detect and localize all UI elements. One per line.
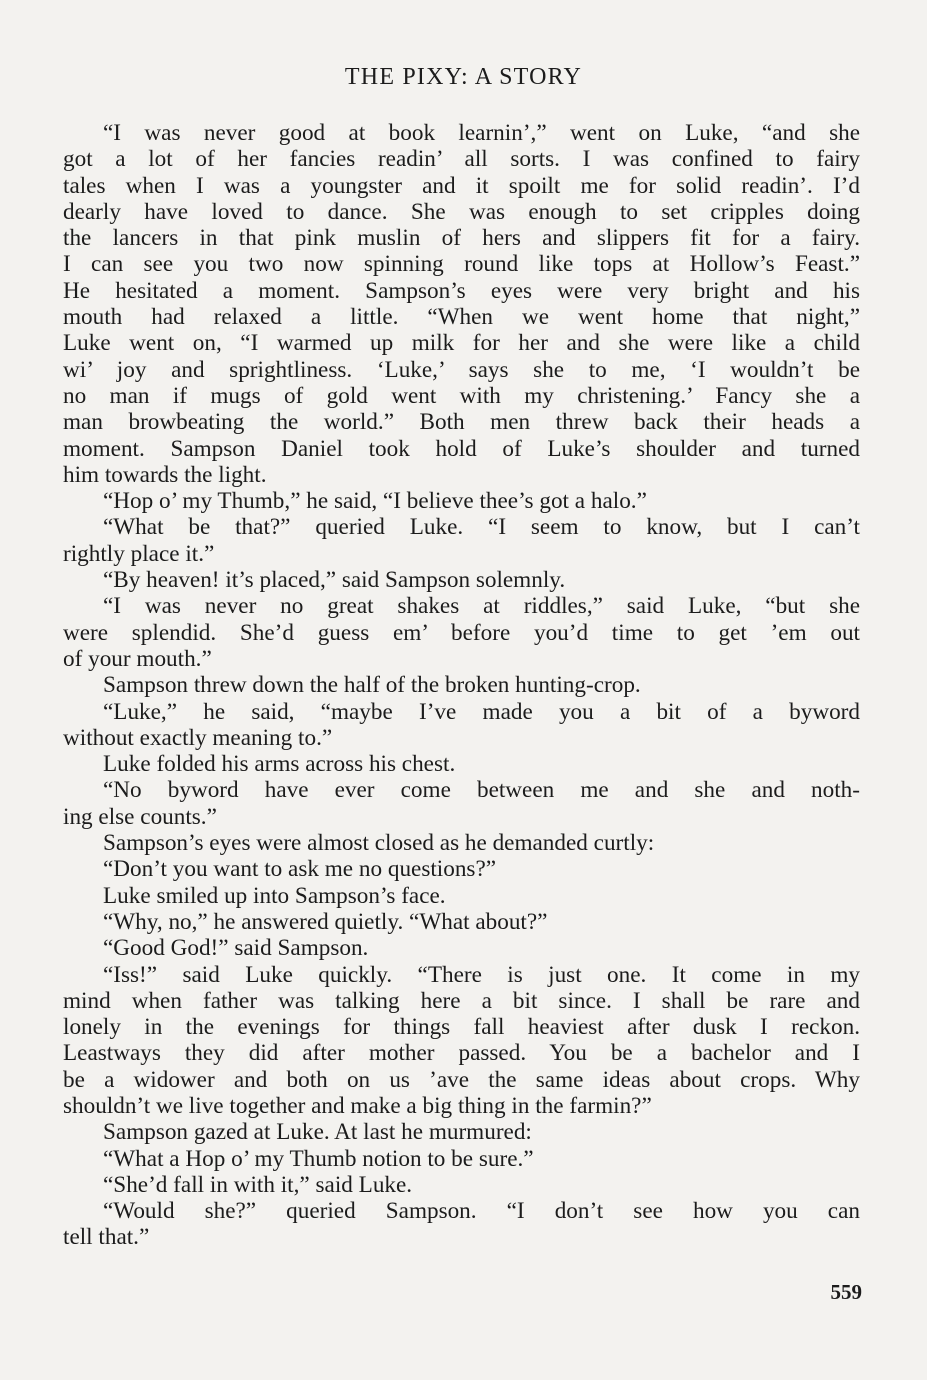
text-line: “Iss!” said Luke quickly. “There is just one. It come in my <box>103 961 860 988</box>
text-line: dearly have loved to dance. She was enough to set cripples doing <box>63 198 860 225</box>
text-line: Leastways they did after mother passed. You be a bachelor and I <box>63 1040 860 1067</box>
text-line: “I was never good at book learnin’,” went on Luke, “and she <box>103 120 860 146</box>
text-line: Luke folded his arms across his chest. <box>103 751 456 778</box>
text-line: without exactly meaning to.” <box>63 724 333 751</box>
text-line: tell that.” <box>63 1224 150 1251</box>
text-line: “By heaven! it’s placed,” said Sampson solemnly. <box>103 567 566 594</box>
text-line: be a widower and both on us ’ave the same ideas about crops. Why <box>63 1066 860 1093</box>
text-line: “Would she?” queried Sampson. “I don’t see how you can <box>103 1198 860 1225</box>
text-line: mind when father was talking here a bit since. I shall be rare and <box>63 987 860 1014</box>
text-line: I can see you two now spinning round like tops at Hollow’s Feast.” <box>63 251 860 278</box>
text-line: He hesitated a moment. Sampson’s eyes were very bright and his <box>63 277 860 304</box>
text-line: “Good God!” said Sampson. <box>103 935 369 962</box>
text-line: mouth had relaxed a little. “When we went home that night,” <box>63 304 860 331</box>
text-line: shouldn’t we live together and make a big thing in the farmin?” <box>63 1092 652 1119</box>
text-line: of your mouth.” <box>63 645 212 672</box>
text-line: tales when I was a youngster and it spoilt me for solid readin’. I’d <box>63 172 860 199</box>
text-line: “She’d fall in with it,” said Luke. <box>103 1171 413 1198</box>
text-line: lonely in the evenings for things fall heaviest after dusk I reckon. <box>63 1014 860 1041</box>
text-line: “No byword have ever come between me and she and noth- <box>103 777 860 804</box>
text-line: were splendid. She’d guess em’ before you’d time to get ’em out <box>63 619 860 646</box>
text-line: rightly place it.” <box>63 540 215 567</box>
text-line: Sampson threw down the half of the broken hunting-crop. <box>103 672 641 699</box>
text-line: man browbeating the world.” Both men threw back their heads a <box>63 409 860 436</box>
text-line: ing else counts.” <box>63 803 217 830</box>
text-line: “What a Hop o’ my Thumb notion to be sure.” <box>103 1145 534 1172</box>
text-line: Luke went on, “I warmed up milk for her and she were like a child <box>63 330 860 357</box>
text-line: the lancers in that pink muslin of hers and slippers fit for a fairy. <box>63 225 860 252</box>
text-line: “What be that?” queried Luke. “I seem to know, but I can’t <box>103 514 860 541</box>
page-number: 559 <box>830 1280 862 1304</box>
text-line: “Hop o’ my Thumb,” he said, “I believe thee’s got a halo.” <box>103 488 647 515</box>
text-line: Sampson’s eyes were almost closed as he demanded curtly: <box>103 830 655 857</box>
running-head: THE PIXY: A STORY <box>344 64 583 90</box>
text-line: wi’ joy and sprightliness. ‘Luke,’ says she to me, ‘I wouldn’t be <box>63 356 860 383</box>
text-line: no man if mugs of gold went with my christening.’ Fancy she a <box>63 382 860 409</box>
text-line: Luke smiled up into Sampson’s face. <box>103 882 446 909</box>
text-line: “Luke,” he said, “maybe I’ve made you a bit of a byword <box>103 698 860 725</box>
text-line: “Why, no,” he answered quietly. “What about?” <box>103 908 548 935</box>
text-line: “Don’t you want to ask me no questions?” <box>103 856 497 883</box>
text-line: “I was never no great shakes at riddles,” said Luke, “but she <box>103 593 860 620</box>
text-line: Sampson gazed at Luke. At last he murmured: <box>103 1119 532 1146</box>
text-line: him towards the light. <box>63 461 267 488</box>
body-text <box>63 120 860 1251</box>
text-line: got a lot of her fancies readin’ all sorts. I was confined to fairy <box>63 146 860 173</box>
text-line: moment. Sampson Daniel took hold of Luke’s shoulder and turned <box>63 435 860 462</box>
